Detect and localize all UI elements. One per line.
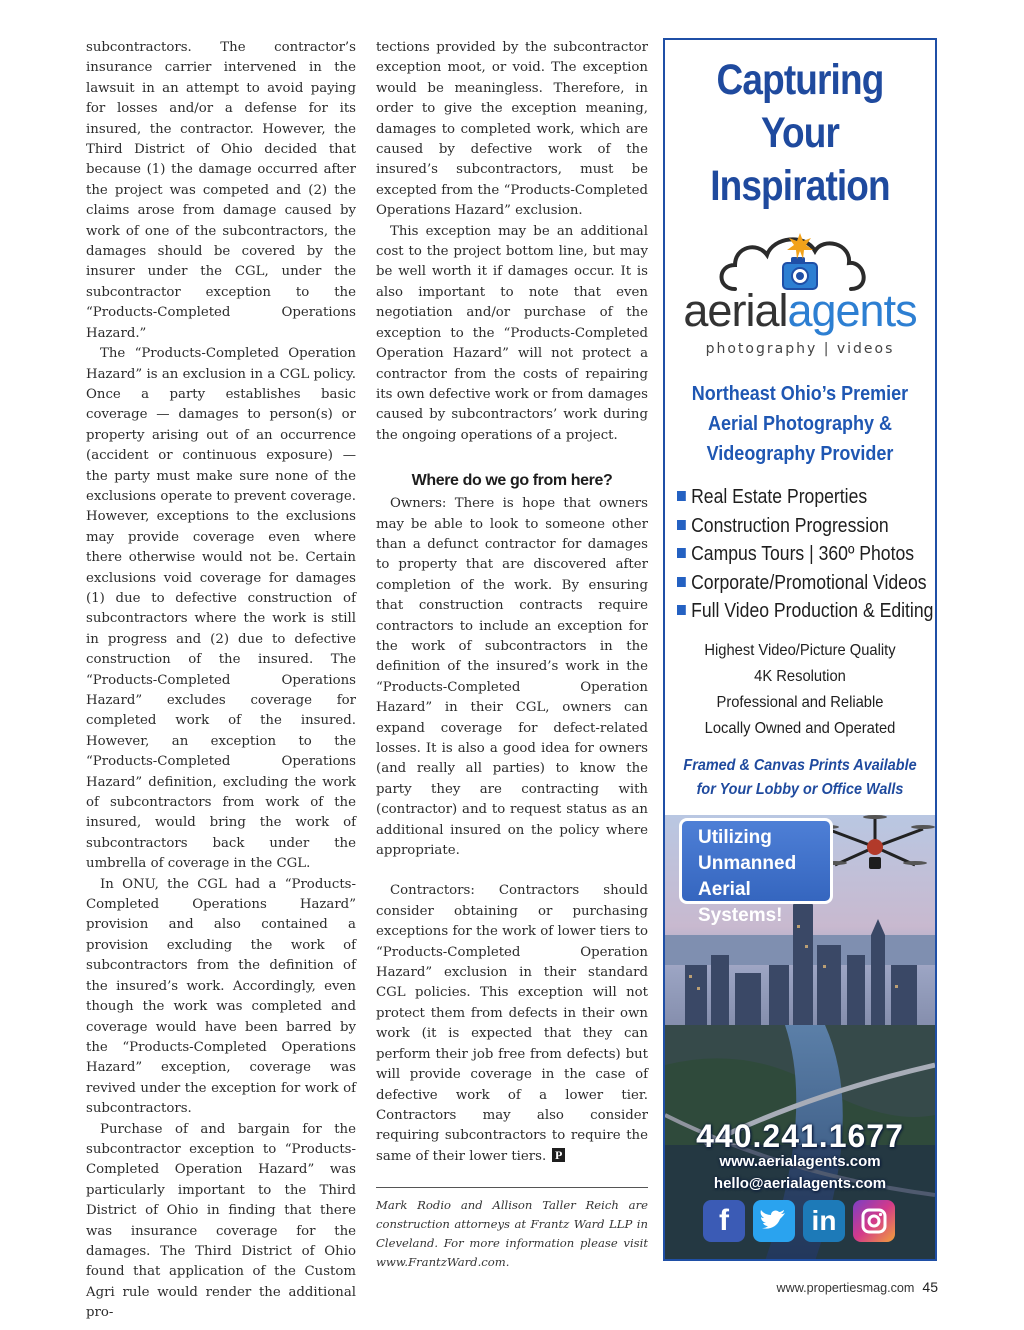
prints-line: for Your Lobby or Office Walls (696, 780, 904, 798)
phone-number[interactable]: 440.241.1677 (696, 1118, 904, 1154)
end-mark: P (552, 1148, 565, 1162)
advertisement[interactable] (663, 38, 937, 1261)
uas-line: Utilizing (698, 827, 772, 848)
list-item: Full Video Production & Editing (677, 597, 904, 626)
logo-word-aerial: aerial (683, 285, 788, 336)
logo-word-agents: agents (787, 285, 917, 336)
bullet-square-icon (677, 520, 686, 530)
article-paragraph: subcontractors. The contractor’s insurance carrier intervened in the lawsuit in an attempt to avoid paying for losses and/or a defense for its insured, the contractor. However, the Third District of Ohio decided that because (1) the damage occurred after the project was competed and (2) the claims arose from damage caused by work of one of the subcontractors, the damages should be covered by the insurer under the CGL, under the subcontractor exception to the “Products-Completed Operations Hazard.” (86, 40, 356, 341)
article-column-2 (376, 38, 648, 1272)
drone-icon (815, 815, 935, 887)
article-paragraph: In ONU, the CGL had a “Products-Completed Operations Hazard” provision and also contained a provision excluding the work of subcontractors from the definition of the insured’s work. Accordingly, even though the work was completed and coverage would have been barred by the “Products-Completed Operations Hazard” exception, coverage was revived under the exception for work of subcontractors. (86, 876, 356, 1117)
ad-tagline-line: Aerial Photography & (707, 413, 893, 435)
footer-site: www.propertiesmag.com (776, 1281, 915, 1295)
email-link[interactable]: hello@aerialagents.com (713, 1175, 887, 1192)
page-number: 45 (922, 1279, 938, 1295)
website-link[interactable]: www.aerialagents.com (719, 1153, 881, 1170)
ad-headline-line: Your (760, 109, 840, 157)
logo-tagline: photography | videos (705, 341, 895, 357)
quality-item: Locally Owned and Operated (704, 719, 896, 737)
quality-item: Professional and Reliable (716, 693, 884, 711)
ad-tagline (679, 379, 922, 469)
list-item: Campus Tours | 360º Photos (677, 540, 904, 569)
quality-item: Highest Video/Picture Quality (704, 641, 896, 659)
facebook-icon[interactable]: f (703, 1200, 745, 1242)
article-paragraph: This exception may be an additional cost to the project bottom line, but may be well worth it if damages occur. It is also important to note that even negotiation and/or purchase of the exception to the “Products-Completed Operation Hazard” will not protect a contractor from the costs of repairing its own defective work or from damages caused by subcontractors’ work during the ongoing operations of a project. (376, 223, 648, 443)
article-paragraph-text: Contractors: Contractors should consider obtaining or purchasing exceptions for the work of lower tiers to “Products-Completed Operation Hazard” exclusion in their standard CGL policies. This exception will not protect them from defects in their own work (it is expected that they can perform their job free from defects) but will provide coverage in the case of defective work of a lower tier. Contractors may also consider requiring subcontractors to require the same of their lower tiers. (376, 883, 648, 1164)
article-column-1 (86, 38, 356, 1324)
aerialagents-logo (665, 225, 935, 365)
article-paragraph: Owners: There is hope that owners may be able to look to someone other than a defunct contractor for damages to property that are discovered after completion of the work. By ensuring that construction contracts require contractors to include an exception for the work of subcontractors in the definition of the insured’s work in the “Products-Completed Operation Hazard” in their CGL, owners can expand coverage for defect-related losses. It is also a good idea for owners (and really all parties) to know the party they are contracting with (contractor) and to request status as an additional insured on the policy where appropriate. (376, 496, 648, 859)
section-heading: Where do we go from here? (411, 472, 613, 490)
twitter-icon[interactable] (753, 1200, 795, 1242)
article-paragraph: tections provided by the subcontractor exception moot, or void. The exception would be meaningless. Therefore, in order to give the exception meaning, damages to completed work, which are caused by defective work of the insured’s subcontractors, must be excepted from the “Products-Completed Operations Hazard” exclusion. (376, 40, 648, 219)
uas-line: Unmanned (698, 853, 797, 874)
article-paragraph: Purchase of and bargain for the subcontractor exception to “Products-Completed Operation Hazard” was particularly important to the Third District of Ohio in finding that there was insurance coverage for the damages. The Third District of Ohio found that application of the Custom Agri rule would render the additional pro- (86, 1121, 356, 1321)
list-item: Corporate/Promotional Videos (677, 569, 904, 598)
bullet-square-icon (677, 577, 686, 587)
page-footer (748, 1279, 938, 1295)
article-paragraph: The “Products-Completed Operation Hazard” is an exclusion in a CGL policy. Once a party establishes basic coverage — damages to person(s) or property arising out of an occurrence (accident or continuous exposure) — the party must make sure none of the exclusions operate to prevent coverage. However, exceptions to the exclusions may provide coverage even where there otherwise would not be. Certain exclusions void coverage for damages (1) due to defective construction of subcontractors where the work is still in progress and (2) due to defective construction of the insured. The “Products-Completed Operations Hazard” excludes coverage for completed work of the insured. However, an exception to the “Products-Completed Operations Hazard” definition, excluding the work of subcontractors from work of the insured, would bring the work of subcontractors back under the umbrella of coverage in the CGL. (86, 346, 356, 872)
ad-headline (684, 54, 916, 213)
linkedin-icon[interactable]: in (803, 1200, 845, 1242)
list-item: Construction Progression (677, 512, 904, 541)
logo-wordmark (665, 287, 935, 335)
ad-headline-line: Capturing (716, 56, 884, 104)
instagram-icon[interactable] (853, 1200, 895, 1242)
quality-list (676, 638, 924, 742)
author-credit: Mark Rodio and Allison Taller Reich are construction attorneys at Frantz Ward LLP in Cleveland. For more information please visit www.FrantzWard.com. (376, 1198, 648, 1270)
prints-line: Framed & Canvas Prints Available (683, 756, 917, 774)
ad-tagline-line: Videography Provider (706, 443, 894, 465)
article-paragraph-last (376, 881, 648, 1167)
bullet-square-icon (677, 548, 686, 558)
services-list (677, 483, 935, 626)
uas-badge (679, 818, 833, 926)
credit-divider (376, 1187, 648, 1188)
quality-item: 4K Resolution (754, 667, 846, 685)
uas-line: Aerial Systems! (698, 879, 783, 926)
ad-headline-line: Inspiration (710, 162, 890, 210)
list-item: Real Estate Properties (677, 483, 904, 512)
bullet-square-icon (677, 605, 686, 615)
ad-tagline-line: Northeast Ohio’s Premier (691, 383, 909, 405)
prints-note (679, 754, 922, 802)
bullet-square-icon (677, 491, 686, 501)
